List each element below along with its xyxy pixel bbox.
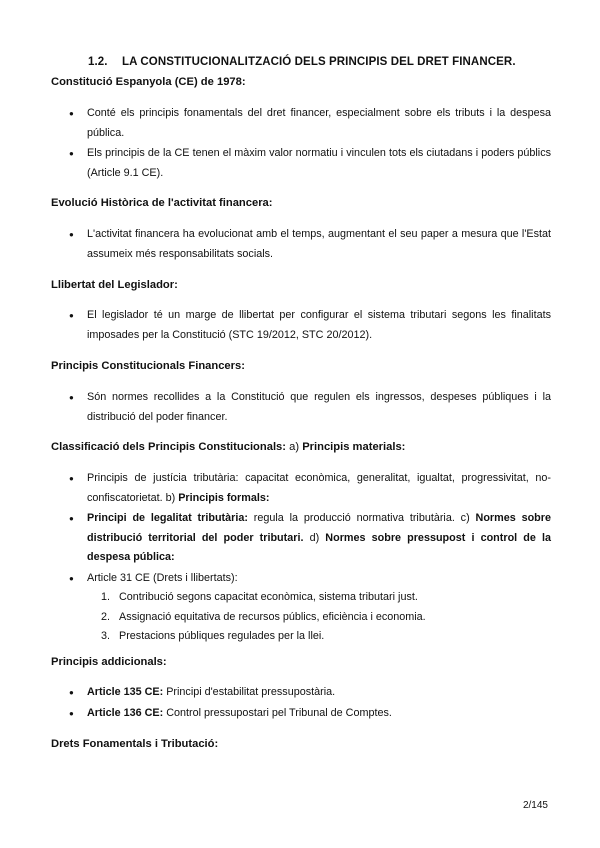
list-item	[51, 569, 551, 647]
heading-drets: Drets Fonamentals i Tributació:	[51, 738, 219, 750]
list-addicionals	[51, 683, 551, 724]
list-item: ● Són normes recollides a la Constitució que regulen els ingressos, despeses públiques i la distribució del poder financer.	[51, 388, 551, 427]
list-item	[51, 704, 551, 724]
item-text: Control pressupostari pel Tribunal de Comptes.	[163, 706, 392, 719]
item-bold: Normes sobre pressupost i control de la despesa pública:	[87, 531, 551, 563]
page-number: 2/145	[522, 800, 548, 811]
sublist-item	[101, 608, 551, 628]
sublist-item	[101, 588, 551, 608]
list-item: ● L'activitat financera ha evolucionat amb el temps, augmentant el seu paper a mesura que l'Estat assumeix més responsabilitats socials.	[51, 225, 551, 264]
sublist-item	[101, 627, 551, 647]
heading-principis-financers: Principis Constitucionals Financers:	[51, 360, 245, 372]
item-text: Principis de justícia tributària: capacitat econòmica, generalitat, igualtat, progressivitat, no-confiscatorietat. b)	[87, 472, 551, 504]
item-bold: Principi de legalitat tributària:	[87, 512, 248, 524]
item-text: regula la producció normativa tributària. c)	[247, 512, 476, 524]
section-title-text: LA CONSTITUCIONALITZACIÓ DELS PRINCIPIS DEL DRET FINANCER.	[122, 56, 516, 68]
item-text: Principi d'estabilitat pressupostària.	[163, 686, 336, 698]
item-bold: Principis formals:	[178, 491, 270, 504]
section-number: 1.2.	[88, 56, 108, 68]
list-constitucio	[51, 104, 551, 184]
section-title	[88, 56, 516, 68]
list-item: ● El legislador té un marge de llibertat per configurar el sistema tributari segons les finalitats imposades per la Constitució (STC 19/2012, STC 20/2012).	[51, 306, 551, 345]
list-item	[51, 683, 551, 703]
sublist-number: 1.	[101, 591, 111, 603]
heading-addicionals: Principis addicionals:	[51, 656, 167, 668]
sublist-text: Assignació equitativa de recursos públics, eficiència i economia.	[119, 610, 426, 623]
sublist-text: Prestacions públiques regulades per la llei.	[119, 630, 325, 642]
heading-classificacio-bold: Classificació dels Principis Constitucionals:	[51, 441, 287, 453]
item-bold: Article 136 CE:	[87, 706, 164, 719]
item-text: d)	[303, 531, 326, 544]
heading-classificacio	[51, 441, 405, 453]
sublist-number: 2.	[101, 610, 111, 623]
item-bold: Article 135 CE:	[87, 686, 164, 698]
sublist-article-31	[101, 588, 551, 647]
heading-constitucio: Constitució Espanyola (CE) de 1978:	[51, 76, 246, 88]
sublist-text: Contribució segons capacitat econòmica, sistema tributari just.	[119, 591, 418, 603]
list-item	[51, 469, 551, 508]
heading-evolucio: Evolució Històrica de l'activitat financera:	[51, 197, 273, 209]
list-llibertat	[51, 306, 551, 346]
heading-llibertat: Llibertat del Legislador:	[51, 279, 178, 291]
list-classificacio	[51, 469, 551, 648]
sublist-number: 3.	[101, 630, 111, 642]
list-item	[51, 509, 551, 568]
heading-classificacio-bold2: Principis materials:	[302, 441, 406, 453]
list-item: ● Els principis de la CE tenen el màxim valor normatiu i vinculen tots els ciutadans i poders públics (Article 9.1 CE).	[51, 144, 551, 183]
list-principis-financers	[51, 388, 551, 428]
list-item: ● Conté els principis fonamentals del dret financer, especialment sobre els tributs i la despesa pública.	[51, 104, 551, 143]
heading-classificacio-plain: a)	[286, 441, 303, 453]
item-bold: Normes sobre distribució territorial del poder tributari.	[87, 512, 551, 544]
item-text: Article 31 CE (Drets i llibertats):	[87, 571, 238, 584]
list-evolucio	[51, 225, 551, 265]
